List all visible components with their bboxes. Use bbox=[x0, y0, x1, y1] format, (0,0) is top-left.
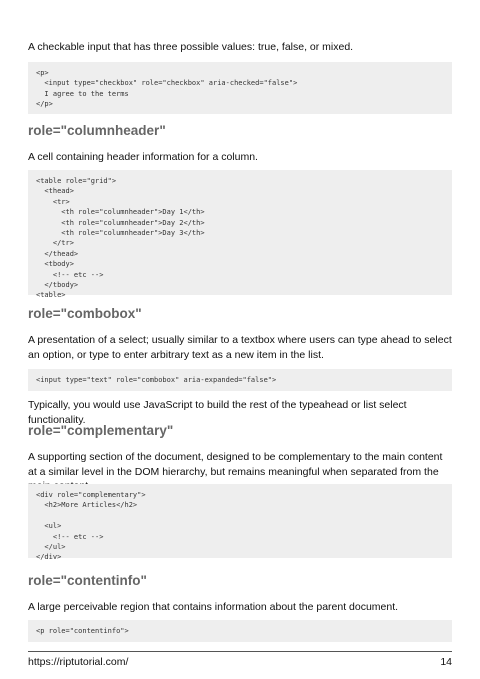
columnheader-description: A cell containing header information for a column. bbox=[28, 151, 258, 163]
combobox-note: Typically, you would use JavaScript to build the rest of the typeahead or list select functionality. bbox=[28, 399, 407, 426]
footer-url: https://riptutorial.com/ bbox=[28, 656, 129, 668]
checkbox-description: A checkable input that has three possible values: true, false, or mixed. bbox=[28, 41, 354, 53]
contentinfo-description: A large perceivable region that contains information about the parent document. bbox=[28, 601, 399, 613]
page-number: 14 bbox=[440, 656, 452, 668]
columnheader-code-block: <table role="grid"> <thead> <tr> <th role="columnheader">Day 1</th> <th role="columnheader">Day 2</th> <th role="columnheader">Day 3</th> </tr> </thead> <tbody> <!-- etc --> </tbody> <table> bbox=[28, 170, 452, 295]
contentinfo-heading: role="contentinfo" bbox=[28, 573, 147, 588]
complementary-heading: role="complementary" bbox=[28, 423, 174, 438]
checkbox-code-block: <p> <input type="checkbox" role="checkbox" aria-checked="false"> I agree to the terms </p> bbox=[28, 62, 452, 114]
combobox-code-block: <input type="text" role="combobox" aria-expanded="false"> bbox=[28, 369, 452, 391]
contentinfo-code-block: <p role="contentinfo"> bbox=[28, 620, 452, 642]
combobox-description: A presentation of a select; usually similar to a textbox where users can type ahead to select an option, or type to enter arbitrary text as a new item in the list. bbox=[28, 334, 452, 361]
footer-divider bbox=[28, 651, 452, 652]
complementary-code-block: <div role="complementary"> <h2>More Articles</h2> <ul> <!-- etc --> </ul> </div> bbox=[28, 484, 452, 558]
combobox-heading: role="combobox" bbox=[28, 306, 142, 321]
complementary-description: A supporting section of the document, designed to be complementary to the main content at a similar level in the DOM hierarchy, but remains meaningful when separated from the bbox=[28, 451, 443, 478]
columnheader-heading: role="columnheader" bbox=[28, 123, 166, 138]
